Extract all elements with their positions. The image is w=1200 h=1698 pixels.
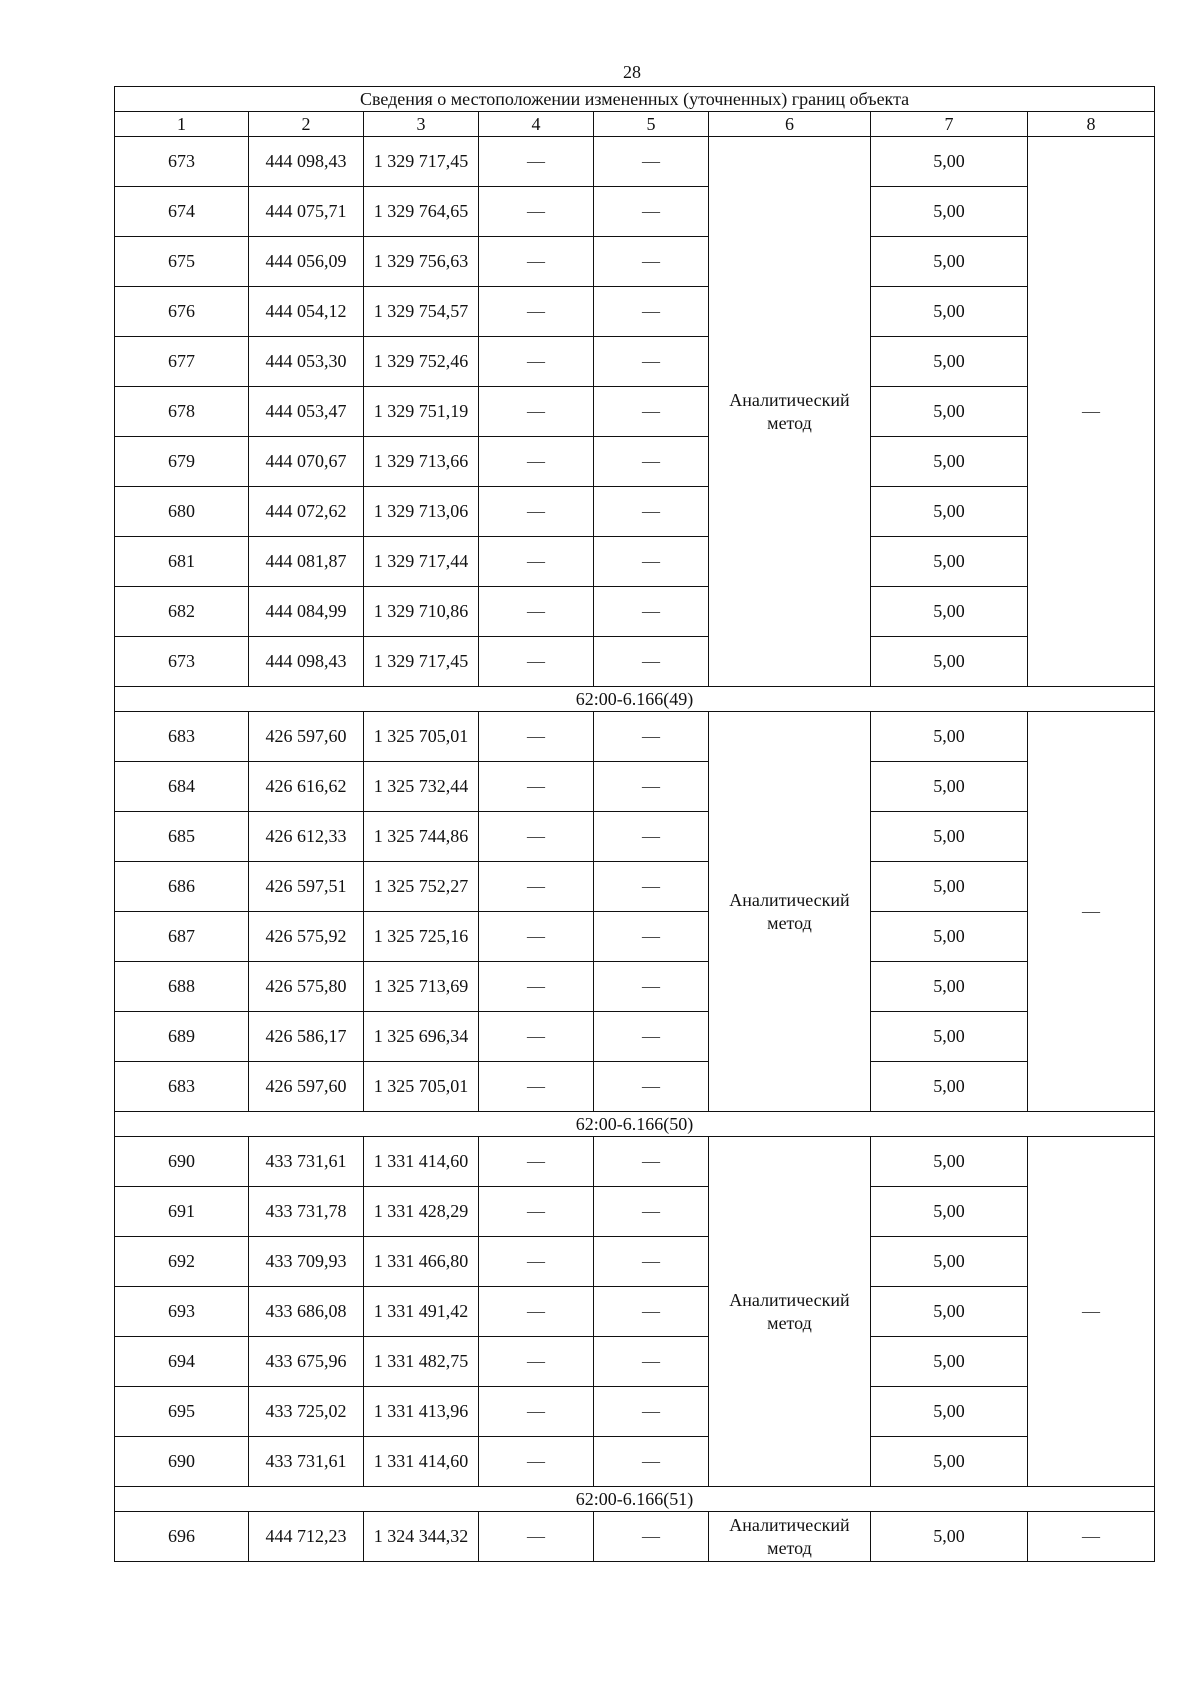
column-7-value: 5,00 <box>871 487 1028 537</box>
table-row <box>115 387 1155 437</box>
table-row <box>115 762 1155 812</box>
table-row <box>115 1337 1155 1387</box>
column-4-value: — <box>479 862 594 912</box>
column-5-value: — <box>594 237 709 287</box>
page-number: 28 <box>623 62 641 82</box>
column-5-value: — <box>594 712 709 762</box>
column-8-value: — <box>1028 712 1155 1112</box>
column-7-value: 5,00 <box>871 1012 1028 1062</box>
section-label: 62:00-6.166(49) <box>115 687 1155 712</box>
method-line-2: метод <box>767 412 812 433</box>
column-7-value: 5,00 <box>871 962 1028 1012</box>
column-5-value: — <box>594 1287 709 1337</box>
method-cell <box>709 1512 871 1562</box>
column-4-value: — <box>479 712 594 762</box>
column-7-value: 5,00 <box>871 1287 1028 1337</box>
table-row <box>115 1137 1155 1187</box>
column-5-value: — <box>594 287 709 337</box>
coordinate-x: 433 675,96 <box>249 1337 364 1387</box>
point-number: 686 <box>115 862 249 912</box>
coordinate-y: 1 331 482,75 <box>364 1337 479 1387</box>
point-number: 693 <box>115 1287 249 1337</box>
coordinate-y: 1 325 705,01 <box>364 1062 479 1112</box>
column-4-value: — <box>479 1062 594 1112</box>
coordinate-x: 444 098,43 <box>249 637 364 687</box>
table-caption: Сведения о местоположении измененных (уточненных) границ объекта <box>115 87 1155 112</box>
column-7-value: 5,00 <box>871 912 1028 962</box>
coordinate-y: 1 325 752,27 <box>364 862 479 912</box>
coordinate-x: 426 597,60 <box>249 712 364 762</box>
table-row <box>115 587 1155 637</box>
coordinate-x: 444 056,09 <box>249 237 364 287</box>
column-5-value: — <box>594 762 709 812</box>
column-5-value: — <box>594 1512 709 1562</box>
coordinate-y: 1 325 732,44 <box>364 762 479 812</box>
coordinate-x: 444 712,23 <box>249 1512 364 1562</box>
method-cell <box>709 1137 871 1487</box>
point-number: 690 <box>115 1137 249 1187</box>
coordinate-y: 1 329 752,46 <box>364 337 479 387</box>
column-5-value: — <box>594 862 709 912</box>
column-4-value: — <box>479 437 594 487</box>
method-line-2: метод <box>767 912 812 933</box>
point-number: 673 <box>115 137 249 187</box>
column-7-value: 5,00 <box>871 287 1028 337</box>
coordinate-x: 444 053,47 <box>249 387 364 437</box>
point-number: 683 <box>115 712 249 762</box>
coordinate-y: 1 331 413,96 <box>364 1387 479 1437</box>
table-row <box>115 1437 1155 1487</box>
coordinate-x: 426 575,92 <box>249 912 364 962</box>
column-8-value: — <box>1028 1137 1155 1487</box>
column-7-value: 5,00 <box>871 1512 1028 1562</box>
column-5-value: — <box>594 912 709 962</box>
method-line-1: Аналитический <box>729 889 850 910</box>
column-4-value: — <box>479 1237 594 1287</box>
column-7-value: 5,00 <box>871 537 1028 587</box>
coordinate-x: 444 084,99 <box>249 587 364 637</box>
column-7-value: 5,00 <box>871 762 1028 812</box>
coordinate-x: 444 098,43 <box>249 137 364 187</box>
column-header-3: 3 <box>364 112 479 137</box>
section-row <box>115 1112 1155 1137</box>
point-number: 679 <box>115 437 249 487</box>
point-number: 691 <box>115 1187 249 1237</box>
point-number: 675 <box>115 237 249 287</box>
coordinate-x: 433 731,78 <box>249 1187 364 1237</box>
coordinate-y: 1 329 764,65 <box>364 187 479 237</box>
column-4-value: — <box>479 537 594 587</box>
column-4-value: — <box>479 637 594 687</box>
column-4-value: — <box>479 1287 594 1337</box>
column-7-value: 5,00 <box>871 1137 1028 1187</box>
table-row <box>115 487 1155 537</box>
table-row <box>115 187 1155 237</box>
coordinate-x: 444 053,30 <box>249 337 364 387</box>
column-4-value: — <box>479 762 594 812</box>
column-header-6: 6 <box>709 112 871 137</box>
column-5-value: — <box>594 1437 709 1487</box>
column-4-value: — <box>479 1512 594 1562</box>
coordinate-x: 444 081,87 <box>249 537 364 587</box>
column-7-value: 5,00 <box>871 387 1028 437</box>
table-row <box>115 437 1155 487</box>
column-4-value: — <box>479 1337 594 1387</box>
coordinate-y: 1 329 756,63 <box>364 237 479 287</box>
table-row <box>115 287 1155 337</box>
column-5-value: — <box>594 387 709 437</box>
column-4-value: — <box>479 137 594 187</box>
point-number: 680 <box>115 487 249 537</box>
coordinate-x: 433 686,08 <box>249 1287 364 1337</box>
method-line-2: метод <box>767 1312 812 1333</box>
method-line-2: метод <box>767 1537 812 1558</box>
column-5-value: — <box>594 587 709 637</box>
column-7-value: 5,00 <box>871 862 1028 912</box>
point-number: 696 <box>115 1512 249 1562</box>
column-7-value: 5,00 <box>871 187 1028 237</box>
boundary-coordinates-table <box>114 86 1155 1562</box>
table-row <box>115 1287 1155 1337</box>
column-7-value: 5,00 <box>871 337 1028 387</box>
column-7-value: 5,00 <box>871 1387 1028 1437</box>
point-number: 674 <box>115 187 249 237</box>
table-row <box>115 1062 1155 1112</box>
coordinate-y: 1 325 696,34 <box>364 1012 479 1062</box>
section-label: 62:00-6.166(50) <box>115 1112 1155 1137</box>
column-4-value: — <box>479 1012 594 1062</box>
point-number: 685 <box>115 812 249 862</box>
column-5-value: — <box>594 1187 709 1237</box>
column-4-value: — <box>479 487 594 537</box>
coordinate-x: 444 075,71 <box>249 187 364 237</box>
column-4-value: — <box>479 387 594 437</box>
column-header-2: 2 <box>249 112 364 137</box>
column-header-5: 5 <box>594 112 709 137</box>
coordinate-y: 1 331 491,42 <box>364 1287 479 1337</box>
column-4-value: — <box>479 1137 594 1187</box>
column-4-value: — <box>479 812 594 862</box>
coordinate-x: 433 709,93 <box>249 1237 364 1287</box>
column-4-value: — <box>479 962 594 1012</box>
column-5-value: — <box>594 1012 709 1062</box>
coordinate-x: 444 072,62 <box>249 487 364 537</box>
column-header-7: 7 <box>871 112 1028 137</box>
column-5-value: — <box>594 1387 709 1437</box>
section-row <box>115 1487 1155 1512</box>
table-row <box>115 1512 1155 1562</box>
coordinate-y: 1 331 414,60 <box>364 1137 479 1187</box>
column-4-value: — <box>479 587 594 637</box>
column-7-value: 5,00 <box>871 1437 1028 1487</box>
coordinate-x: 433 725,02 <box>249 1387 364 1437</box>
column-5-value: — <box>594 1062 709 1112</box>
column-4-value: — <box>479 187 594 237</box>
coordinate-x: 426 575,80 <box>249 962 364 1012</box>
coordinate-x: 426 597,60 <box>249 1062 364 1112</box>
table-row <box>115 237 1155 287</box>
column-4-value: — <box>479 287 594 337</box>
coordinate-y: 1 329 717,44 <box>364 537 479 587</box>
column-4-value: — <box>479 1187 594 1237</box>
column-7-value: 5,00 <box>871 587 1028 637</box>
point-number: 678 <box>115 387 249 437</box>
column-5-value: — <box>594 962 709 1012</box>
point-number: 695 <box>115 1387 249 1437</box>
coordinate-y: 1 331 466,80 <box>364 1237 479 1287</box>
coordinate-y: 1 325 725,16 <box>364 912 479 962</box>
point-number: 694 <box>115 1337 249 1387</box>
coordinate-y: 1 325 705,01 <box>364 712 479 762</box>
coordinate-y: 1 329 713,06 <box>364 487 479 537</box>
table-row <box>115 1387 1155 1437</box>
column-7-value: 5,00 <box>871 1062 1028 1112</box>
table-row <box>115 1237 1155 1287</box>
column-4-value: — <box>479 237 594 287</box>
column-7-value: 5,00 <box>871 137 1028 187</box>
method-cell <box>709 137 871 687</box>
column-5-value: — <box>594 537 709 587</box>
column-header-8: 8 <box>1028 112 1155 137</box>
point-number: 673 <box>115 637 249 687</box>
coordinate-y: 1 331 428,29 <box>364 1187 479 1237</box>
column-header-row <box>115 112 1155 137</box>
point-number: 677 <box>115 337 249 387</box>
column-4-value: — <box>479 1437 594 1487</box>
column-7-value: 5,00 <box>871 812 1028 862</box>
coordinate-y: 1 329 717,45 <box>364 637 479 687</box>
column-7-value: 5,00 <box>871 237 1028 287</box>
coordinate-x: 444 070,67 <box>249 437 364 487</box>
table-row <box>115 962 1155 1012</box>
column-7-value: 5,00 <box>871 1237 1028 1287</box>
point-number: 676 <box>115 287 249 337</box>
table-row <box>115 337 1155 387</box>
column-header-1: 1 <box>115 112 249 137</box>
point-number: 682 <box>115 587 249 637</box>
coordinate-y: 1 324 344,32 <box>364 1512 479 1562</box>
point-number: 690 <box>115 1437 249 1487</box>
coordinate-y: 1 325 713,69 <box>364 962 479 1012</box>
table-row <box>115 637 1155 687</box>
coordinate-x: 426 586,17 <box>249 1012 364 1062</box>
column-7-value: 5,00 <box>871 1187 1028 1237</box>
table-row <box>115 137 1155 187</box>
coordinate-y: 1 329 710,86 <box>364 587 479 637</box>
section-label: 62:00-6.166(51) <box>115 1487 1155 1512</box>
column-5-value: — <box>594 187 709 237</box>
method-line-1: Аналитический <box>729 389 850 410</box>
point-number: 687 <box>115 912 249 962</box>
coordinate-y: 1 329 751,19 <box>364 387 479 437</box>
table-row <box>115 712 1155 762</box>
column-7-value: 5,00 <box>871 712 1028 762</box>
column-5-value: — <box>594 337 709 387</box>
table-row <box>115 862 1155 912</box>
column-5-value: — <box>594 1137 709 1187</box>
column-4-value: — <box>479 912 594 962</box>
column-7-value: 5,00 <box>871 637 1028 687</box>
column-5-value: — <box>594 637 709 687</box>
table-row <box>115 1012 1155 1062</box>
column-header-4: 4 <box>479 112 594 137</box>
point-number: 692 <box>115 1237 249 1287</box>
point-number: 689 <box>115 1012 249 1062</box>
column-5-value: — <box>594 437 709 487</box>
coordinate-y: 1 325 744,86 <box>364 812 479 862</box>
column-8-value: — <box>1028 1512 1155 1562</box>
coordinate-y: 1 329 754,57 <box>364 287 479 337</box>
coordinate-x: 426 612,33 <box>249 812 364 862</box>
point-number: 683 <box>115 1062 249 1112</box>
coordinate-y: 1 329 717,45 <box>364 137 479 187</box>
coordinate-y: 1 331 414,60 <box>364 1437 479 1487</box>
point-number: 684 <box>115 762 249 812</box>
column-7-value: 5,00 <box>871 1337 1028 1387</box>
table-row <box>115 1187 1155 1237</box>
column-7-value: 5,00 <box>871 437 1028 487</box>
column-5-value: — <box>594 812 709 862</box>
coordinate-x: 444 054,12 <box>249 287 364 337</box>
coordinate-y: 1 329 713,66 <box>364 437 479 487</box>
section-row <box>115 687 1155 712</box>
column-4-value: — <box>479 337 594 387</box>
table-row <box>115 912 1155 962</box>
column-8-value: — <box>1028 137 1155 687</box>
coordinate-x: 426 616,62 <box>249 762 364 812</box>
column-4-value: — <box>479 1387 594 1437</box>
coordinate-x: 433 731,61 <box>249 1437 364 1487</box>
point-number: 688 <box>115 962 249 1012</box>
coordinate-x: 426 597,51 <box>249 862 364 912</box>
method-line-1: Аналитический <box>729 1289 850 1310</box>
table-row <box>115 812 1155 862</box>
column-5-value: — <box>594 1337 709 1387</box>
table-row <box>115 537 1155 587</box>
point-number: 681 <box>115 537 249 587</box>
method-line-1: Аналитический <box>729 1514 850 1535</box>
coordinate-x: 433 731,61 <box>249 1137 364 1187</box>
column-5-value: — <box>594 1237 709 1287</box>
column-5-value: — <box>594 137 709 187</box>
column-5-value: — <box>594 487 709 537</box>
method-cell <box>709 712 871 1112</box>
